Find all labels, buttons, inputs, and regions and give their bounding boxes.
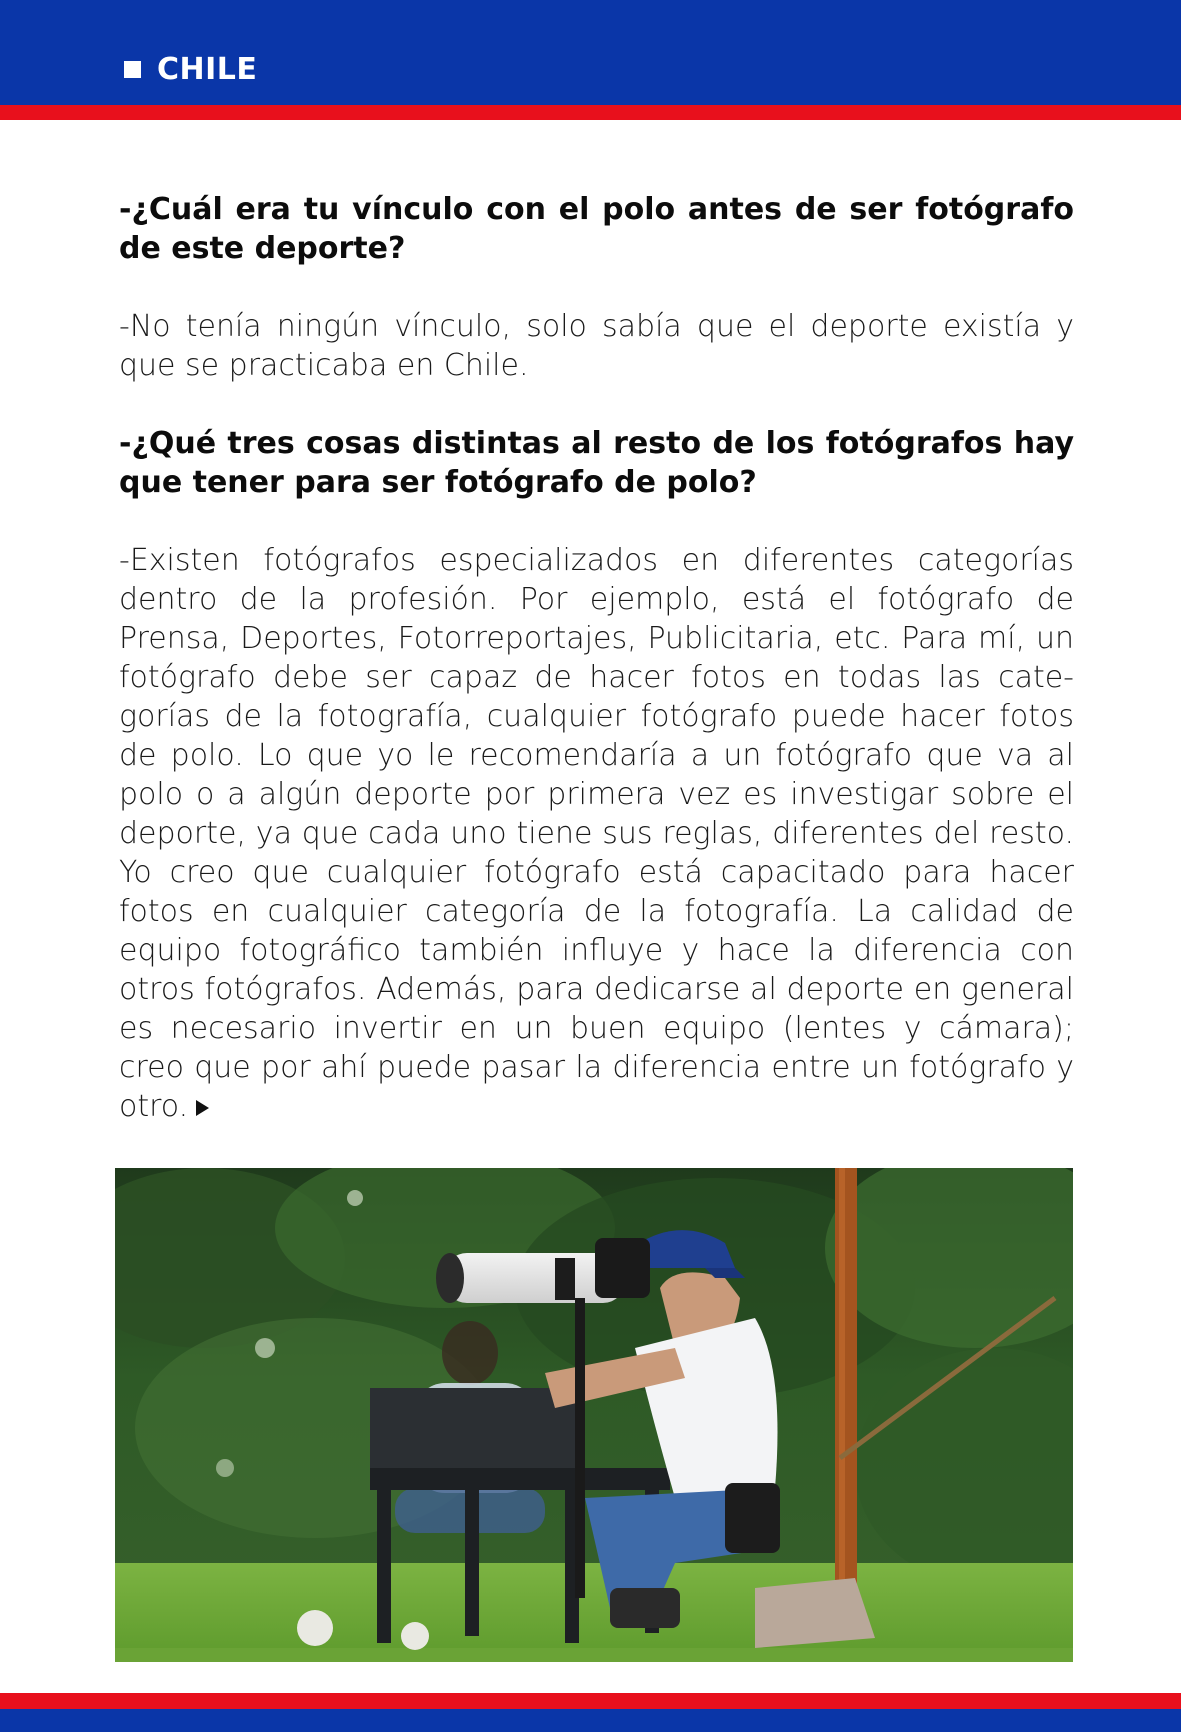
answer-1: -No tenía ningún vínculo, solo sabía que el deporte existía y que se practicaba en Chile. <box>119 309 1074 383</box>
square-icon <box>124 61 141 78</box>
photographer-photo <box>115 1168 1073 1662</box>
photo-illustration <box>115 1168 1073 1662</box>
answer-2-text: -Existen fotógrafos especializados en diferentes categorías dentro de la profesión. Por ejemplo, está el fotógrafo de Prensa, Deportes, Fotorreportajes, Publicitaria, etc. Para mí, un fotógrafo debe ser capaz de hacer fotos en todas las cate-gorías de la fotografía, cualquier fotógrafo puede hacer fotos de polo. Lo que yo le recomendaría a un fotógrafo que va al polo o a algún deporte por primera vez es investigar sobre el deporte, ya que cada uno tiene sus reglas, diferentes del resto. Yo creo que cualquier fotógrafo está capacitado para hacer fotos en cualquier categoría de la fotografía. La calidad de equipo fotográfico también influye y hace la diferencia con otros fotógrafos. Además, para dedicarse al deporte en general es necesario invertir en un buen equipo (lentes y cámara); creo que por ahí puede pasar la diferencia entre un fotógrafo y otro. <box>119 543 1074 1124</box>
footer-red-stripe <box>0 1693 1181 1709</box>
article-body <box>119 190 1074 1126</box>
question-2: -¿Qué tres cosas distintas al resto de los fotógrafos hay que tener para ser fotógrafo de polo? <box>119 426 1074 500</box>
header-red-stripe <box>0 105 1181 120</box>
section-header <box>124 52 257 87</box>
play-arrow-icon <box>196 1100 209 1116</box>
question-1: -¿Cuál era tu vínculo con el polo antes de ser fotógrafo de este deporte? <box>119 192 1074 266</box>
section-label: CHILE <box>157 52 258 87</box>
footer-band <box>0 1709 1181 1732</box>
answer-2 <box>119 541 1074 1126</box>
